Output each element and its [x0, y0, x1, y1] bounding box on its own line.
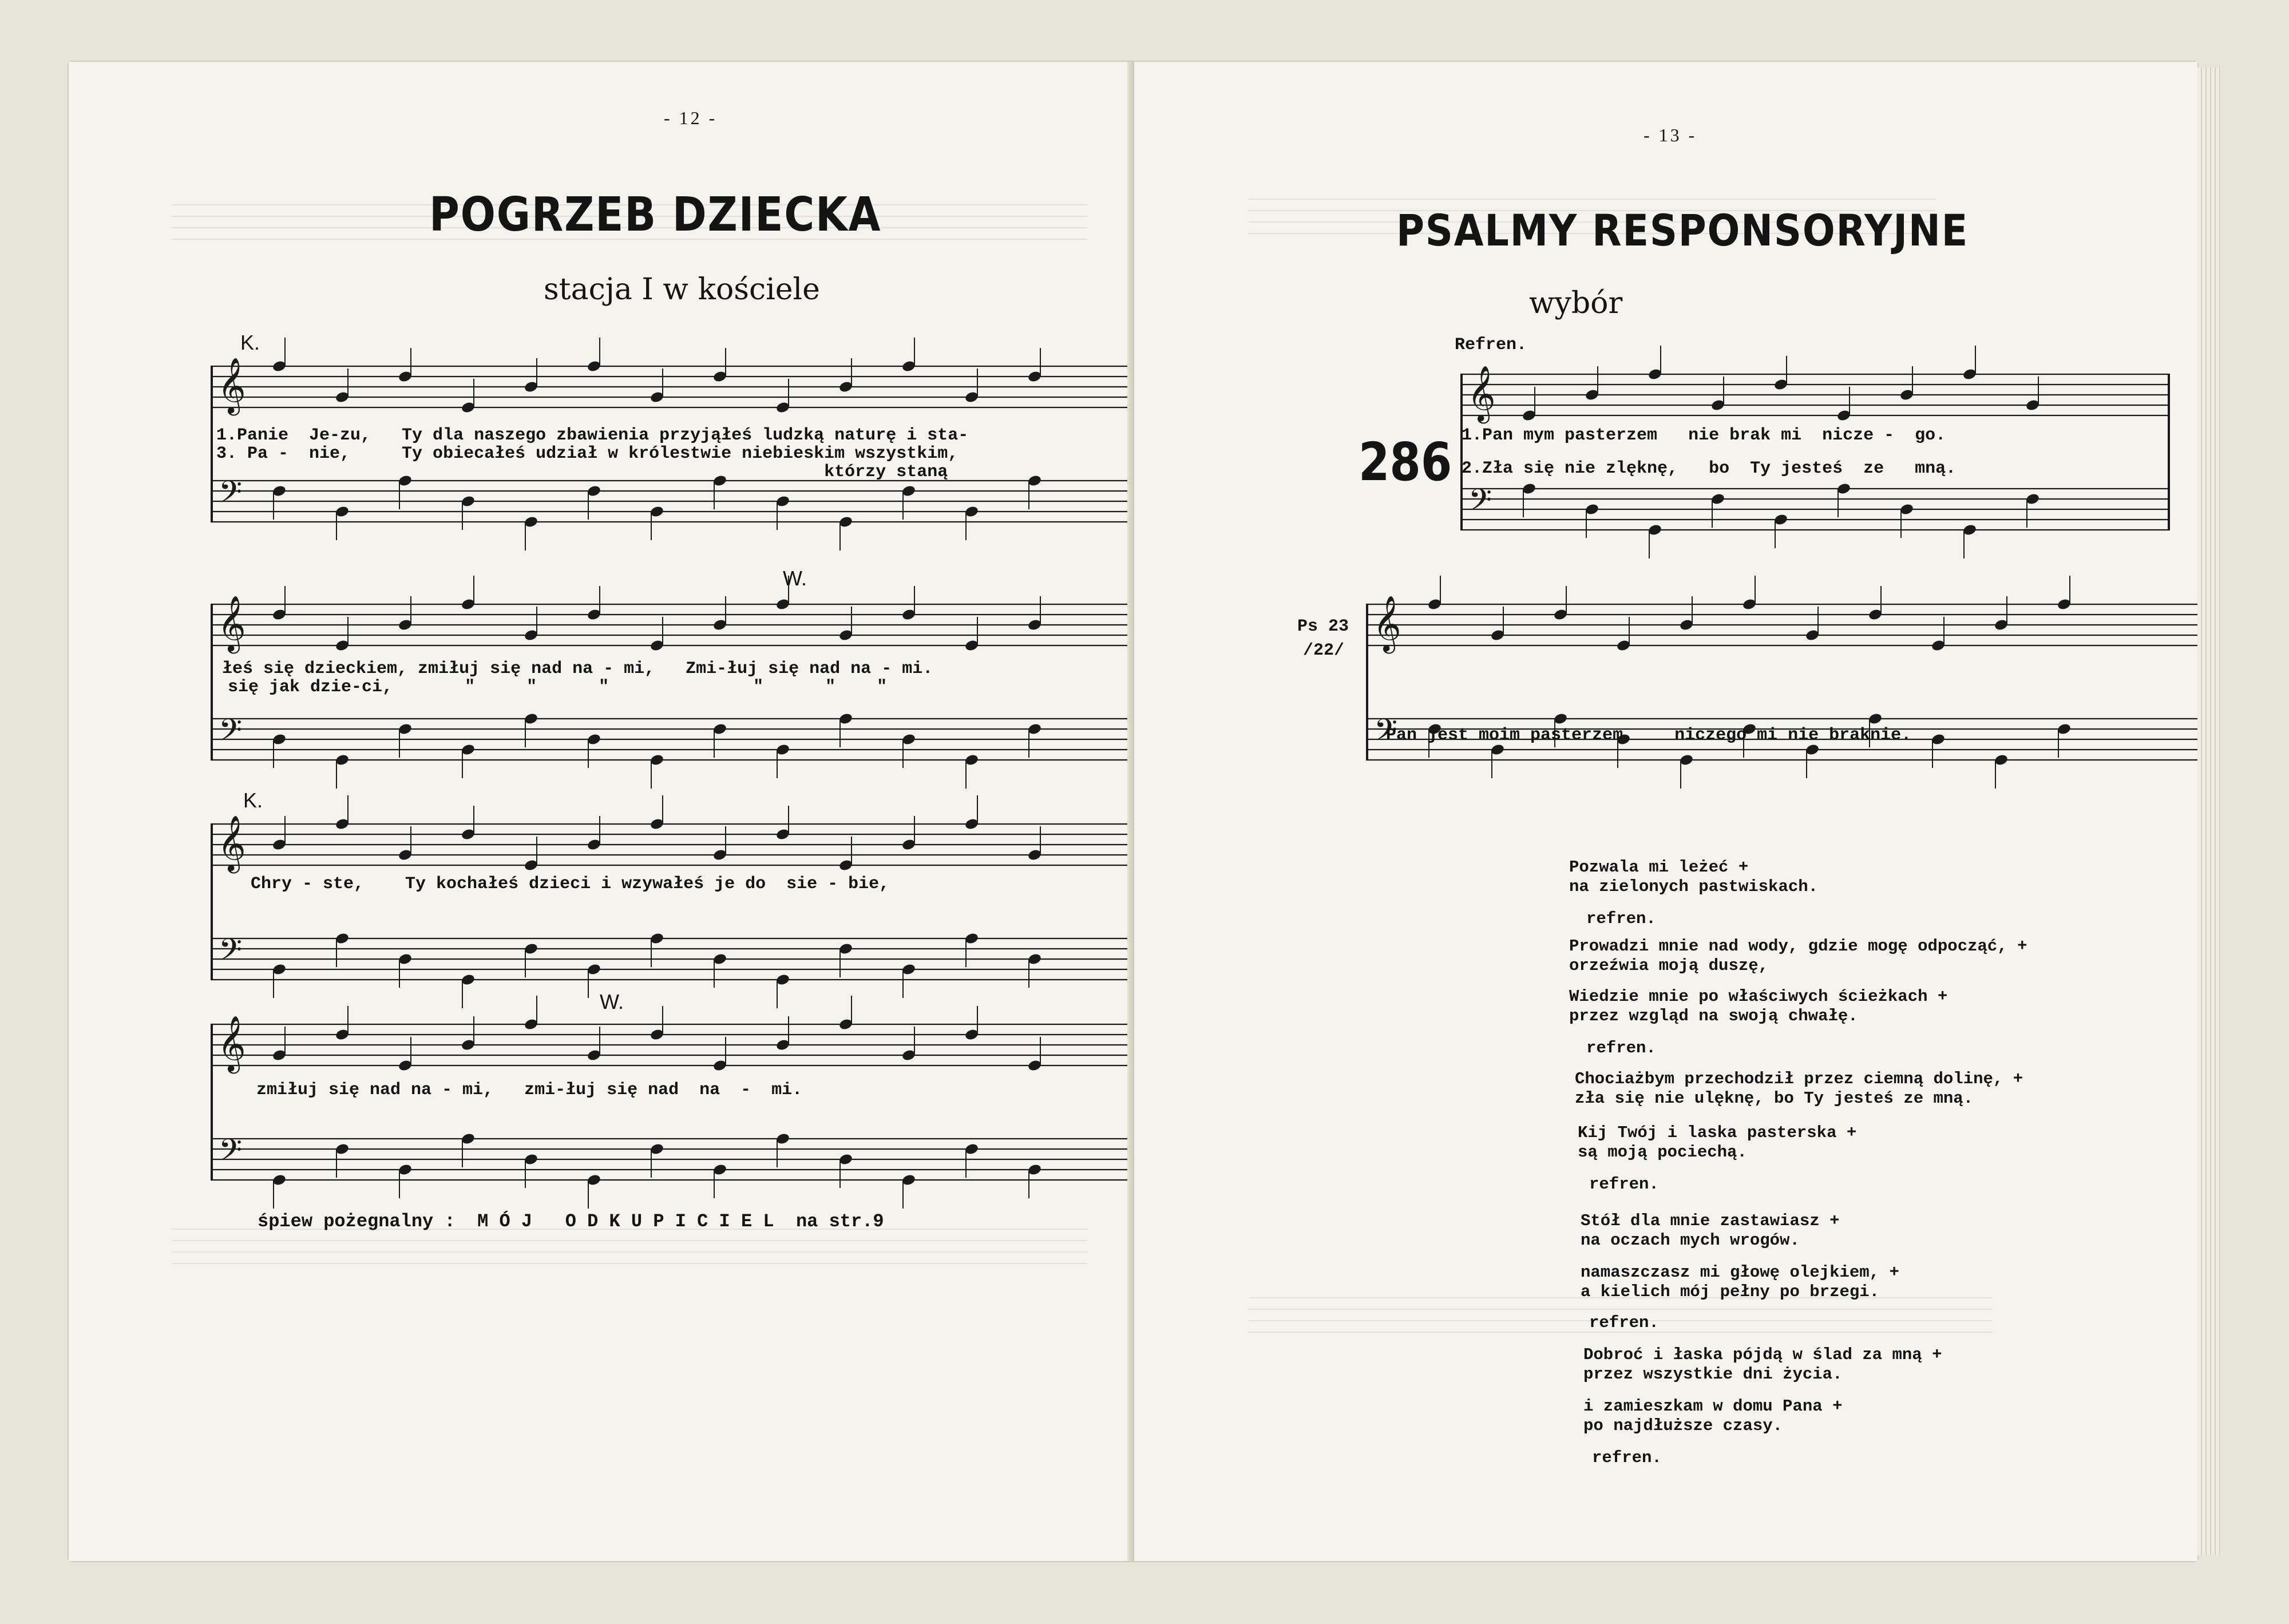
- right-page: [1134, 62, 2197, 1561]
- verse-line: i zamieszkam w domu Pana +: [1583, 1397, 1843, 1416]
- farewell-song-note: śpiew pożegnalny : M Ó J O D K U P I C I E L na str.9: [258, 1211, 884, 1232]
- treble-clef-icon: 𝄞: [217, 1015, 246, 1071]
- refrain-cue: refren.: [1592, 1448, 1662, 1467]
- verse-line: po najdłuższe czasy.: [1583, 1416, 1783, 1435]
- psalm-tone-lyric: Pan jest moim pasterzem, niczego mi nie braknie.: [1386, 726, 1912, 745]
- response-mark: W.: [783, 567, 807, 590]
- verse-line: zła się nie ulęknę, bo Ty jesteś ze mną.: [1575, 1089, 1974, 1108]
- cantor-mark: K.: [243, 789, 263, 812]
- bass-clef-icon: 𝄢: [1468, 483, 1492, 525]
- section-subtitle: stacja I w kościele: [544, 272, 820, 307]
- bass-clef-icon: 𝄢: [219, 933, 243, 975]
- bass-clef-icon: 𝄢: [219, 713, 243, 755]
- verse-line: Stół dla mnie zastawiasz +: [1581, 1211, 1840, 1230]
- verse-line: namaszczasz mi głowę olejkiem, +: [1581, 1263, 1899, 1282]
- verse-line: przez wzgląd na swoją chwałę.: [1569, 1007, 1858, 1025]
- response-mark: W.: [600, 990, 624, 1013]
- verse-line: a kielich mój pełny po brzegi.: [1581, 1282, 1880, 1301]
- grand-staff: [211, 593, 1172, 833]
- refrain-grand-staff: [1460, 363, 2170, 603]
- verse-line: przez wszystkie dni życia.: [1583, 1365, 1843, 1384]
- lyric-line: którzy staną: [216, 462, 948, 482]
- lyric-line: 1.Panie Je-zu, Ty dla naszego zbawienia przyjąłeś ludzką naturę i sta-: [216, 426, 969, 445]
- page-edges: [2197, 68, 2221, 1555]
- section-subtitle: wybór: [1529, 286, 1623, 320]
- verse-line: na zielonych pastwiskach.: [1569, 877, 1819, 896]
- treble-clef-icon: 𝄞: [1467, 365, 1496, 421]
- left-page-number: - 12 -: [664, 108, 718, 128]
- verse-line: Wiedzie mnie po właściwych ścieżkach +: [1569, 987, 1948, 1006]
- left-page: [69, 62, 1134, 1561]
- lyric-line: zmiłuj się nad na - mi, zmi-łuj się nad na - mi.: [256, 1080, 803, 1100]
- verse-line: Dobroć i łaska pójdą w ślad za mną +: [1583, 1345, 1942, 1364]
- treble-clef-icon: 𝄞: [217, 815, 246, 871]
- treble-clef-icon: 𝄞: [217, 595, 246, 651]
- bass-clef-icon: 𝄢: [1374, 713, 1398, 755]
- refrain-cue: refren.: [1589, 1175, 1659, 1194]
- songbook-spread: [69, 62, 2197, 1561]
- psalm-reference: /22/: [1303, 641, 1345, 660]
- lyric-line: się jak dzie-ci, " " " " " ": [228, 678, 888, 697]
- lyric-line: 3. Pa - nie, Ty obiecałeś udział w królestwie niebieskim wszystkim,: [216, 444, 959, 464]
- verse-line: na oczach mych wrogów.: [1581, 1231, 1800, 1250]
- verse-line: Kij Twój i laska pasterska +: [1578, 1123, 1857, 1142]
- page-title: PSALMY RESPONSORYJNE: [1396, 205, 1969, 256]
- refrain-cue: refren.: [1586, 1039, 1656, 1057]
- treble-clef-icon: 𝄞: [1373, 595, 1401, 651]
- right-page-number: - 13 -: [1644, 125, 1697, 145]
- refrain-label: Refren.: [1455, 335, 1527, 355]
- bass-clef-icon: 𝄢: [219, 1133, 243, 1175]
- verse-line: Prowadzi mnie nad wody, gdzie mogę odpocząć, +: [1569, 937, 2027, 956]
- page-title: POGRZEB DZIECKA: [429, 188, 882, 242]
- verse-line: są moją pociechą.: [1578, 1143, 1747, 1162]
- verse-line: Pozwala mi leżeć +: [1569, 858, 1749, 877]
- psalm-reference: Ps 23: [1297, 617, 1349, 636]
- lyric-line: Chry - ste, Ty kochałeś dzieci i wzywałeś je do sie - bie,: [251, 874, 890, 894]
- refrain-cue: refren.: [1586, 909, 1656, 928]
- lyric-line: łeś się dzieckiem, zmiłuj się nad na - mi, Zmi-łuj się nad na - mi.: [222, 659, 933, 679]
- refrain-cue: refren.: [1589, 1313, 1659, 1332]
- psalm-tone-grand-staff: [1366, 593, 2201, 833]
- cantor-mark: K.: [240, 331, 260, 354]
- psalm-number: 286: [1359, 431, 1452, 493]
- verse-line: orzeźwia moją duszę,: [1569, 956, 1769, 975]
- refrain-lyric: 2.Zła się nie zlęknę, bo Ty jesteś ze mną.: [1462, 459, 1957, 478]
- bass-clef-icon: 𝄢: [219, 475, 243, 517]
- treble-clef-icon: 𝄞: [217, 357, 246, 413]
- verse-line: Chociażbym przechodził przez ciemną dolinę, +: [1575, 1070, 2023, 1088]
- refrain-lyric: 1.Pan mym pasterzem nie brak mi nicze - go.: [1462, 426, 1946, 445]
